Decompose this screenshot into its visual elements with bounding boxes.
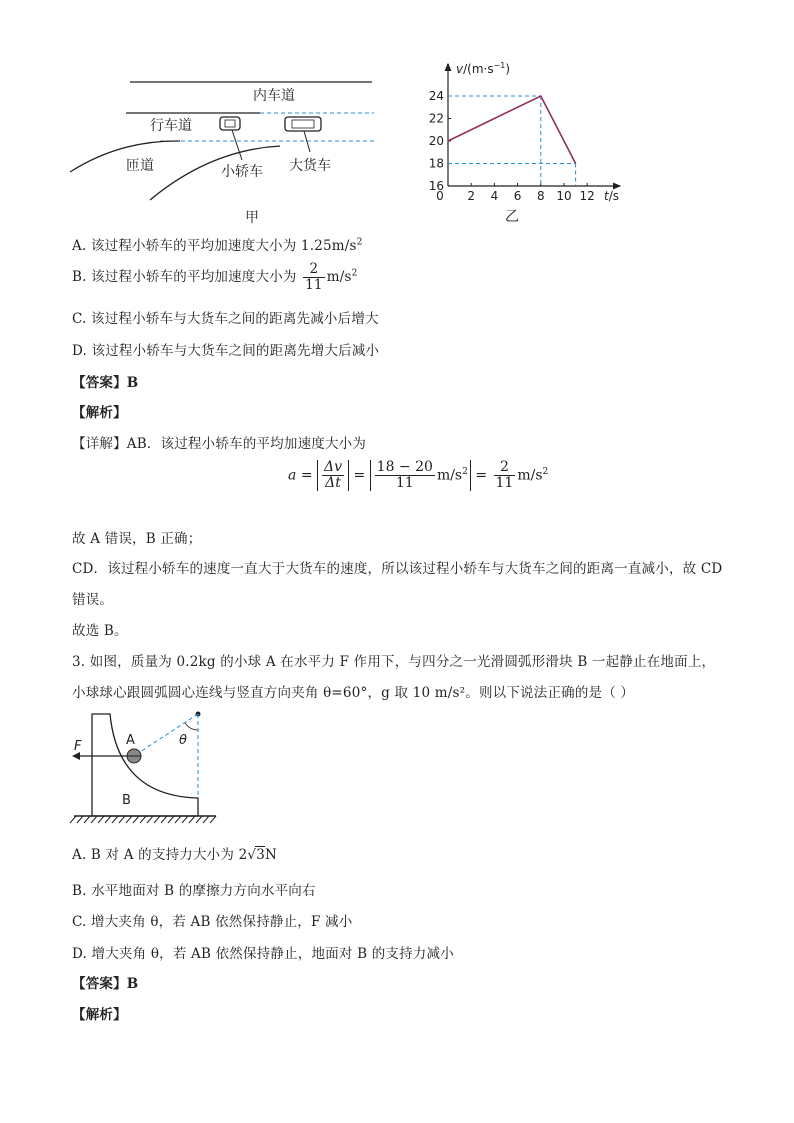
velocity-line [448, 96, 576, 164]
ground-hatch [77, 816, 83, 823]
q3-option-b[interactable]: B. 水平地面对 B 的摩擦力方向水平向右 [72, 883, 316, 899]
x-tick-label: 0 [436, 189, 444, 203]
x-tick-label: 10 [556, 189, 572, 203]
q3-option-c[interactable]: C. 增大夹角 θ，若 AB 依然保持静止，F 减小 [72, 914, 353, 930]
q3-answer: 【答案】B [72, 976, 139, 992]
road-diagram [60, 70, 390, 230]
q2-option-b[interactable]: B. 该过程小轿车的平均加速度大小为 $\frac{2}{11}$ $m/s^2$ [72, 261, 358, 293]
ground-hatch [133, 816, 139, 823]
y-axis-label: $v/(m\cdot s^{-1})$ [456, 61, 511, 76]
y-tick-label: 22 [428, 111, 444, 126]
q2-answer: 【答案】B [72, 375, 139, 391]
vt-graph [420, 58, 630, 228]
block-b-outline [92, 714, 198, 816]
ground-hatch [84, 816, 90, 823]
x-tick-label: 12 [579, 189, 595, 203]
x-tick-label: 2 [467, 189, 476, 203]
q3-stem-line1: 3. 如图，质量为 0.2kg 的小球 A 在水平力 F 作用下，与四分之一光滑圆弧形滑块 B 一起静止在地面上， [72, 654, 716, 670]
label-truck: 大货车 [289, 158, 331, 174]
ground-hatch [70, 816, 76, 823]
ground-hatch [175, 816, 181, 823]
ground-hatch [161, 816, 167, 823]
y-tick-label: 20 [428, 134, 444, 148]
q3-analysis-label: 【解析】 [72, 1007, 127, 1023]
y-tick-label: 24 [428, 89, 444, 103]
ground-hatch [105, 816, 111, 823]
q3-figure [66, 706, 226, 830]
x-tick-label: 4 [490, 189, 499, 203]
q2-option-d[interactable]: D. 该过程小轿车与大货车之间的距离先增大后减小 [72, 343, 380, 359]
ground-hatch [168, 816, 174, 823]
label-b: B [122, 793, 131, 808]
ball-radius [134, 714, 198, 756]
ground-hatch [98, 816, 104, 823]
caption-yi: 乙 [505, 209, 519, 225]
q2-analysis-label: 【解析】 [72, 405, 127, 421]
y-tick-label: 18 [428, 156, 444, 171]
x-tick-label: 6 [513, 189, 522, 203]
q3-stem-line2: 小球球心跟圆弧圆心连线与竖直方向夹角 θ=60°，g 取 10 m/s²。则以下说法正确的是（ ） [72, 685, 635, 701]
x-axis-label: t/s [604, 189, 620, 203]
q3-option-d[interactable]: D. 增大夹角 θ，若 AB 依然保持静止，地面对 B 的支持力减小 [72, 946, 454, 962]
ground-hatch [147, 816, 153, 823]
q2-choose: 故选 B。 [72, 623, 128, 639]
label-driving-lane: 行车道 [150, 118, 192, 134]
label-car: 小轿车 [221, 164, 263, 180]
theta-arc [185, 723, 198, 730]
ground-hatch [182, 816, 188, 823]
caption-jia: 甲 [245, 210, 259, 226]
ramp-outer-curve [70, 141, 180, 172]
q2-cd-line1: CD．该过程小轿车的速度一直大于大货车的速度，所以该过程小轿车与大货车之间的距离一直减小，故 CD [72, 561, 723, 577]
ground-hatch [126, 816, 132, 823]
q2-detail: 【详解】AB．该过程小轿车的平均加速度大小为 [72, 436, 367, 452]
q2-equation: a = $\frac{\Delta v}{\Delta t}$ = $\frac{18 - 20}{11}$ $m/s^2$ = $\frac{2}{11}$ $m/s^2$ [288, 459, 549, 491]
ground-hatch [140, 816, 146, 823]
ground-hatch [196, 816, 202, 823]
label-a: A [126, 733, 135, 748]
x-tick-label: 8 [536, 189, 545, 203]
ground-hatch [119, 816, 125, 823]
ground-hatch [91, 816, 97, 823]
theta-label: θ [179, 733, 187, 748]
q2-conclude-ab: 故 A 错误，B 正确； [72, 531, 202, 547]
truck-icon [285, 117, 321, 131]
q2-cd-line2: 错误。 [72, 592, 114, 608]
ground-hatch [210, 816, 216, 823]
q2-option-c[interactable]: C. 该过程小轿车与大货车之间的距离先减小后增大 [72, 311, 379, 327]
label-f: F [74, 739, 82, 754]
q3-option-a[interactable]: A. B 对 A 的支持力大小为 2√3N [72, 847, 277, 863]
label-inner-lane: 内车道 [253, 88, 295, 104]
car-icon [220, 117, 240, 130]
q2-option-a[interactable]: A. 该过程小轿车的平均加速度大小为 $1.25m/s^2$ [72, 237, 363, 254]
ground-hatch [154, 816, 160, 823]
ground-hatch [189, 816, 195, 823]
ground-hatch [112, 816, 118, 823]
y-tick-label: 16 [428, 179, 444, 193]
ground-hatch [203, 816, 209, 823]
label-ramp: 匝道 [126, 158, 154, 174]
